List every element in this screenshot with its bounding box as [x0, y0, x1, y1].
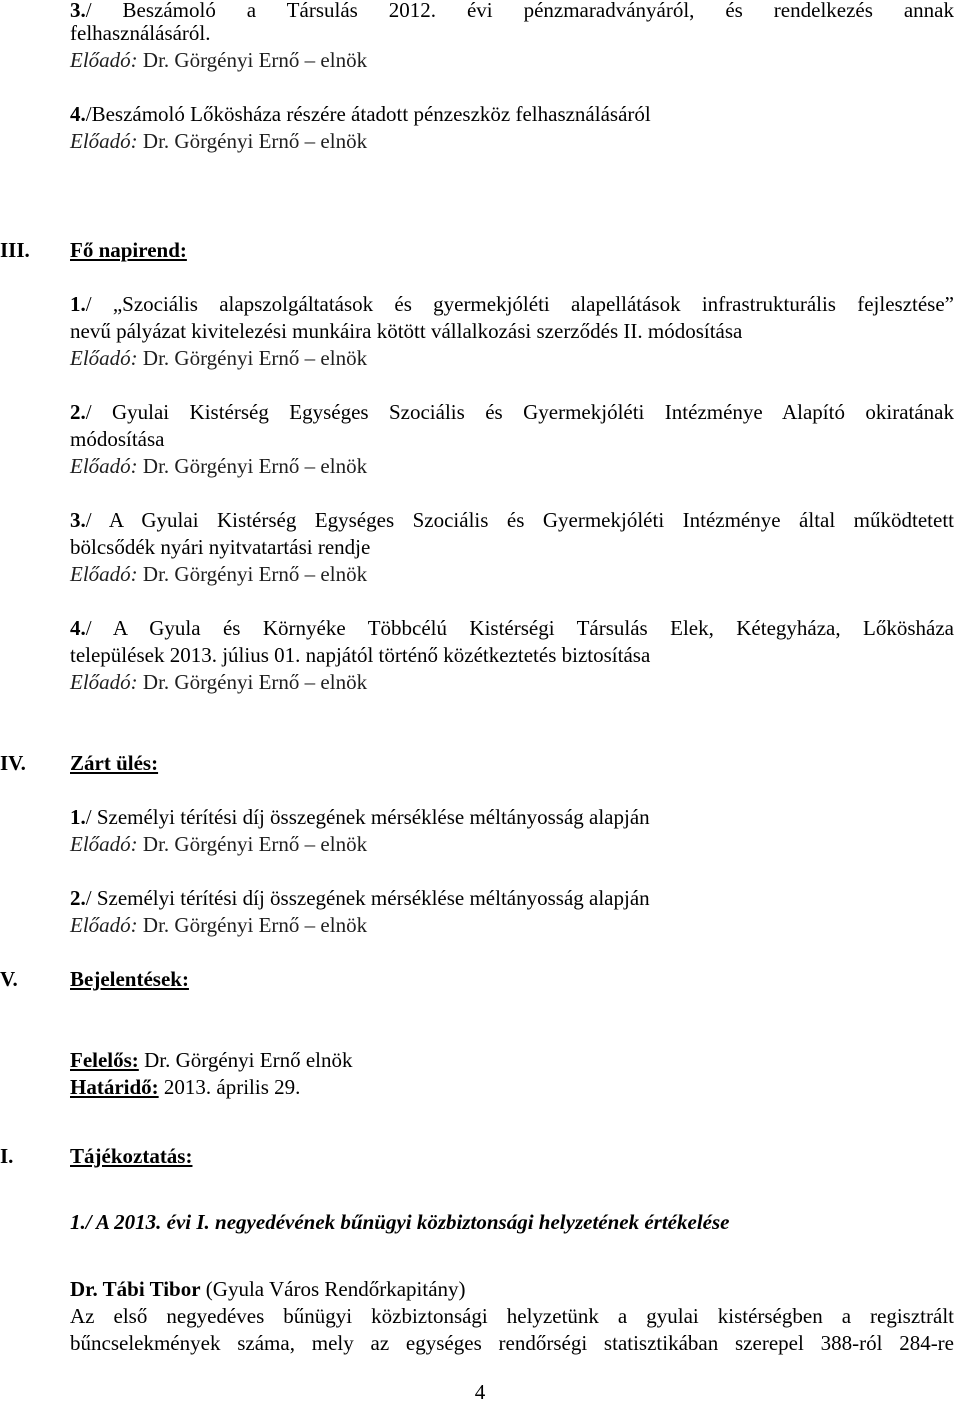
agenda-item-line [70, 885, 650, 912]
section-number: III. [0, 238, 30, 262]
item-text: / Beszámoló a Társulás 2012. évi pénzmaradványáról, és rendelkezés annak [85, 0, 954, 22]
section-title: Zárt ülés: [70, 751, 159, 775]
presenter-line [70, 669, 367, 696]
presenter-name: Dr. Görgényi Ernő – elnök [142, 670, 368, 694]
deadline-value: 2013. április 29. [158, 1075, 301, 1099]
speaker-role: (Gyula Város Rendőrkapitány) [200, 1277, 466, 1301]
agenda-item-line: települések 2013. július 01. napjától történő közétkeztetés biztosítása [70, 643, 651, 667]
item-number: 4. [70, 102, 86, 126]
presenter-label: Előadó: [70, 913, 138, 937]
presenter-line [70, 128, 367, 155]
presenter-line [70, 912, 367, 939]
item-number: 2. [70, 886, 86, 910]
item-text: / Személyi térítési díj összegének mérséklése méltányosság alapján [85, 805, 650, 829]
deadline-label: Határidő: [70, 1075, 159, 1099]
section-number: I. [0, 1144, 14, 1168]
presenter-line [70, 453, 367, 480]
body-text-line: Az első negyedéves bűnügyi közbiztonsági helyzetünk a gyulai kistérségben a regisztrált [70, 1304, 954, 1328]
presenter-line [70, 47, 367, 74]
agenda-item-line: módosítása [70, 427, 165, 451]
presenter-label: Előadó: [70, 562, 138, 586]
item-number: 4. [70, 616, 86, 640]
speaker-line [70, 1276, 466, 1303]
item-text: / „Szociális alapszolgáltatások és gyermekjóléti alapellátások infrastrukturális fejlesztése” [85, 292, 954, 316]
section-title: Tájékoztatás: [70, 1144, 193, 1168]
item-text: / A Gyulai Kistérség Egységes Szociális és Gyermekjóléti Intézménye által működtetett [85, 508, 954, 532]
agenda-item-line: nevű pályázat kivitelezési munkáira kötött vállalkozási szerződés II. módosítása [70, 319, 743, 343]
section-number: V. [0, 967, 18, 991]
responsible-line [70, 1047, 352, 1074]
section-title: Fő napirend: [70, 238, 187, 262]
agenda-item-line [70, 291, 954, 318]
agenda-item-line [70, 507, 954, 534]
item-number: 2. [70, 400, 86, 424]
agenda-item-line: felhasználásáról. [70, 21, 211, 45]
speaker-name: Dr. Tábi Tibor [70, 1277, 201, 1301]
presenter-label: Előadó: [70, 670, 138, 694]
agenda-item-line [70, 615, 954, 642]
item-number: 3. [70, 508, 86, 532]
body-text-line: bűncselekmények száma, mely az egységes rendőrségi statisztikában szerepel 388-ról 284-re [70, 1331, 954, 1355]
presenter-label: Előadó: [70, 454, 138, 478]
presenter-name: Dr. Görgényi Ernő – elnök [142, 48, 368, 72]
presenter-label: Előadó: [70, 832, 138, 856]
item-text: /Beszámoló Lőkösháza részére átadott pénzeszköz felhasználásáról [85, 102, 651, 126]
presenter-name: Dr. Görgényi Ernő – elnök [142, 346, 368, 370]
presenter-line [70, 831, 367, 858]
presenter-label: Előadó: [70, 346, 138, 370]
presenter-name: Dr. Görgényi Ernő – elnök [142, 913, 368, 937]
presenter-line [70, 561, 367, 588]
agenda-item-line [70, 101, 651, 128]
agenda-item-line [70, 804, 650, 831]
section-title: Bejelentések: [70, 967, 189, 991]
item-text: / Gyulai Kistérség Egységes Szociális és Gyermekjóléti Intézménye Alapító okiratának [85, 400, 954, 424]
presenter-name: Dr. Görgényi Ernő – elnök [142, 562, 368, 586]
responsible-label: Felelős: [70, 1048, 139, 1072]
agenda-item-line: 1./ A 2013. évi I. negyedévének bűnügyi közbiztonsági helyzetének értékelése [70, 1210, 730, 1234]
presenter-name: Dr. Görgényi Ernő – elnök [142, 832, 368, 856]
item-text: / A Gyula és Környéke Többcélú Kistérségi Társulás Elek, Kétegyháza, Lőkösháza [85, 616, 954, 640]
presenter-name: Dr. Görgényi Ernő – elnök [142, 454, 368, 478]
page-number: 4 [474, 1380, 486, 1404]
item-number: 1. [70, 292, 86, 316]
presenter-line [70, 345, 367, 372]
presenter-label: Előadó: [70, 48, 138, 72]
item-number: 1. [70, 805, 86, 829]
presenter-name: Dr. Görgényi Ernő – elnök [142, 129, 368, 153]
deadline-line [70, 1074, 300, 1101]
item-text: / Személyi térítési díj összegének mérséklése méltányosság alapján [85, 886, 650, 910]
item-number: 3. [70, 0, 86, 22]
presenter-label: Előadó: [70, 129, 138, 153]
agenda-item-line: bölcsődék nyári nyitvatartási rendje [70, 535, 371, 559]
section-number: IV. [0, 751, 26, 775]
agenda-item-line [70, 399, 954, 426]
responsible-value: Dr. Görgényi Ernő elnök [138, 1048, 353, 1072]
